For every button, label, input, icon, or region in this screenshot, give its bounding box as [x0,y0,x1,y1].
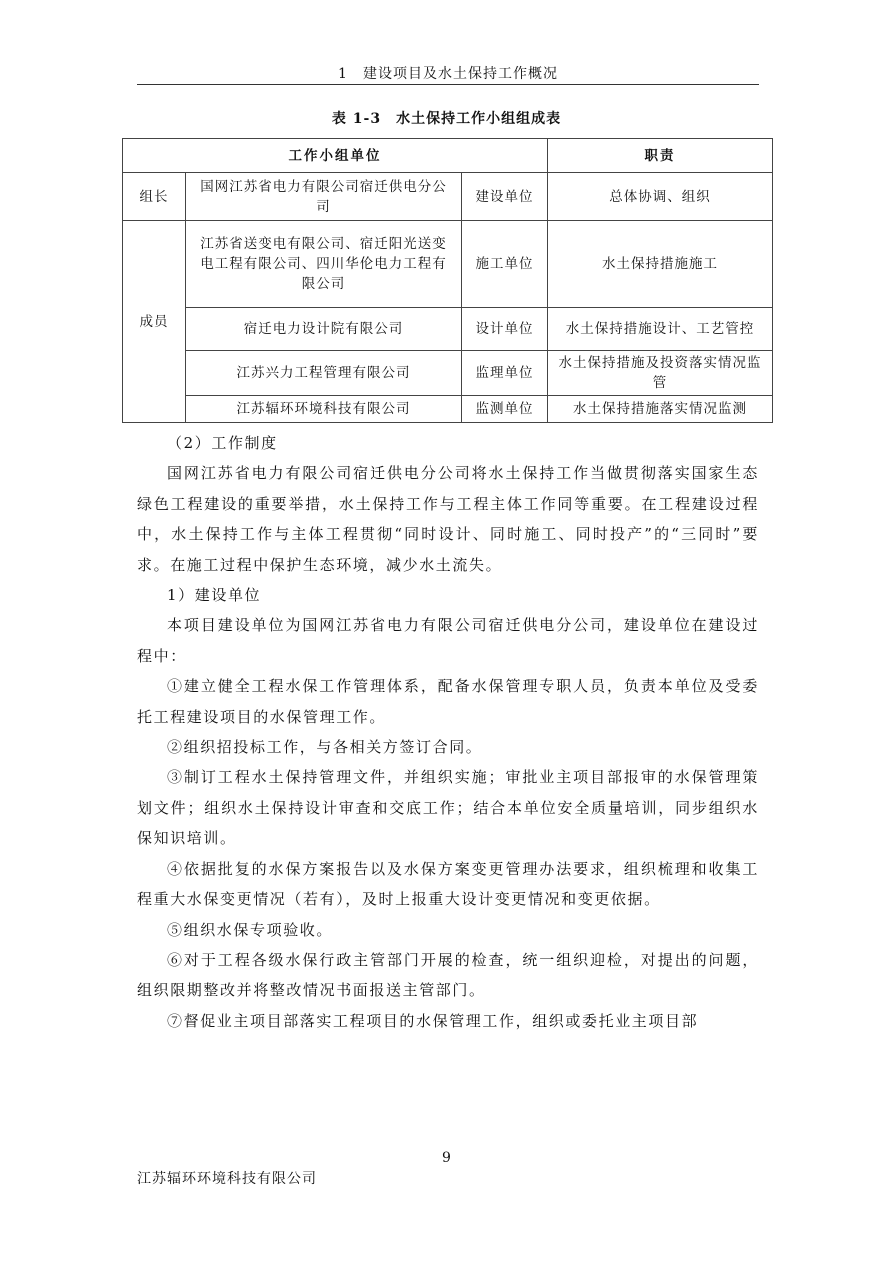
running-header: 1 建设项目及水土保持工作概况 [338,66,558,82]
col-header-duty: 职责 [548,139,773,173]
table-row [123,173,773,221]
duty-cell: 水土保持措施设计、工艺管控 [548,308,773,351]
paragraph: ①建立健全工程水保工作管理体系，配备水保管理专职人员，负责本单位及受委托工程建设项目的水保管理工作。 [137,677,759,726]
role-cell: 成员 [123,221,186,423]
paragraph: ③制订工程水土保持管理文件，并组织实施；审批业主项目部报审的水保管理策划文件；组织水土保持设计审查和交底工作；结合本单位安全质量培训，同步组织水保知识培训。 [137,768,759,848]
type-cell: 设计单位 [462,308,548,351]
type-cell: 建设单位 [462,173,548,221]
body-text [137,428,759,1036]
type-cell: 监测单位 [462,396,548,423]
duty-cell: 总体协调、组织 [548,173,773,221]
page-number: 9 [442,1150,451,1166]
role-cell: 组长 [123,173,186,221]
org-cell: 江苏辐环环境科技有限公司 [186,396,462,423]
duty-cell: 水土保持措施及投资落实情况监管 [548,351,773,396]
col-header-unit: 工作小组单位 [123,139,548,173]
duty-cell: 水土保持措施施工 [548,221,773,308]
org-cell: 宿迁电力设计院有限公司 [186,308,462,351]
header-rule [137,84,759,85]
org-cell: 国网江苏省电力有限公司宿迁供电分公司 [186,173,462,221]
paragraph: 1）建设单位 [167,586,262,605]
paragraph: 国网江苏省电力有限公司宿迁供电分公司将水土保持工作当做贯彻落实国家生态绿色工程建设的重要举措，水土保持工作与工程主体工作同等重要。在工程建设过程中，水土保持工作与主体工程贯彻“同时设计、同时施工、同时投产”的“三同时”要求。在施工过程中保护生态环境，减少水土流失。 [137,464,759,574]
paragraph: （2）工作制度 [167,434,278,452]
org-cell: 江苏省送变电有限公司、宿迁阳光送变电工程有限公司、四川华伦电力工程有限公司 [186,221,462,308]
duty-cell: 水土保持措施落实情况监测 [548,396,773,423]
paragraph: ⑤组织水保专项验收。 [167,920,334,939]
paragraph: 本项目建设单位为国网江苏省电力有限公司宿迁供电分公司，建设单位在建设过程中： [137,616,759,665]
paragraph: ④依据批复的水保方案报告以及水保方案变更管理办法要求，组织梳理和收集工程重大水保变更情况（若有），及时上报重大设计变更情况和变更依据。 [137,859,759,909]
table-row [123,351,773,396]
table-row [123,308,773,351]
work-group-table [122,138,773,423]
paragraph: ②组织招投标工作，与各相关方签订合同。 [167,738,483,757]
type-cell: 施工单位 [462,221,548,308]
table-caption: 表 1-3 水土保持工作小组组成表 [331,111,562,127]
paragraph: ⑥对于工程各级水保行政主管部门开展的检查，统一组织迎检，对提出的问题，组织限期整改并将整改情况书面报送主管部门。 [137,950,759,1000]
type-cell: 监理单位 [462,351,548,396]
paragraph: ⑦督促业主项目部落实工程项目的水保管理工作，组织或委托业主项目部 [167,1011,699,1030]
table-row [123,396,773,423]
org-cell: 江苏兴力工程管理有限公司 [186,351,462,396]
footer-company: 江苏辐环环境科技有限公司 [137,1171,317,1187]
table-row [123,221,773,308]
table-header-row [123,139,773,173]
